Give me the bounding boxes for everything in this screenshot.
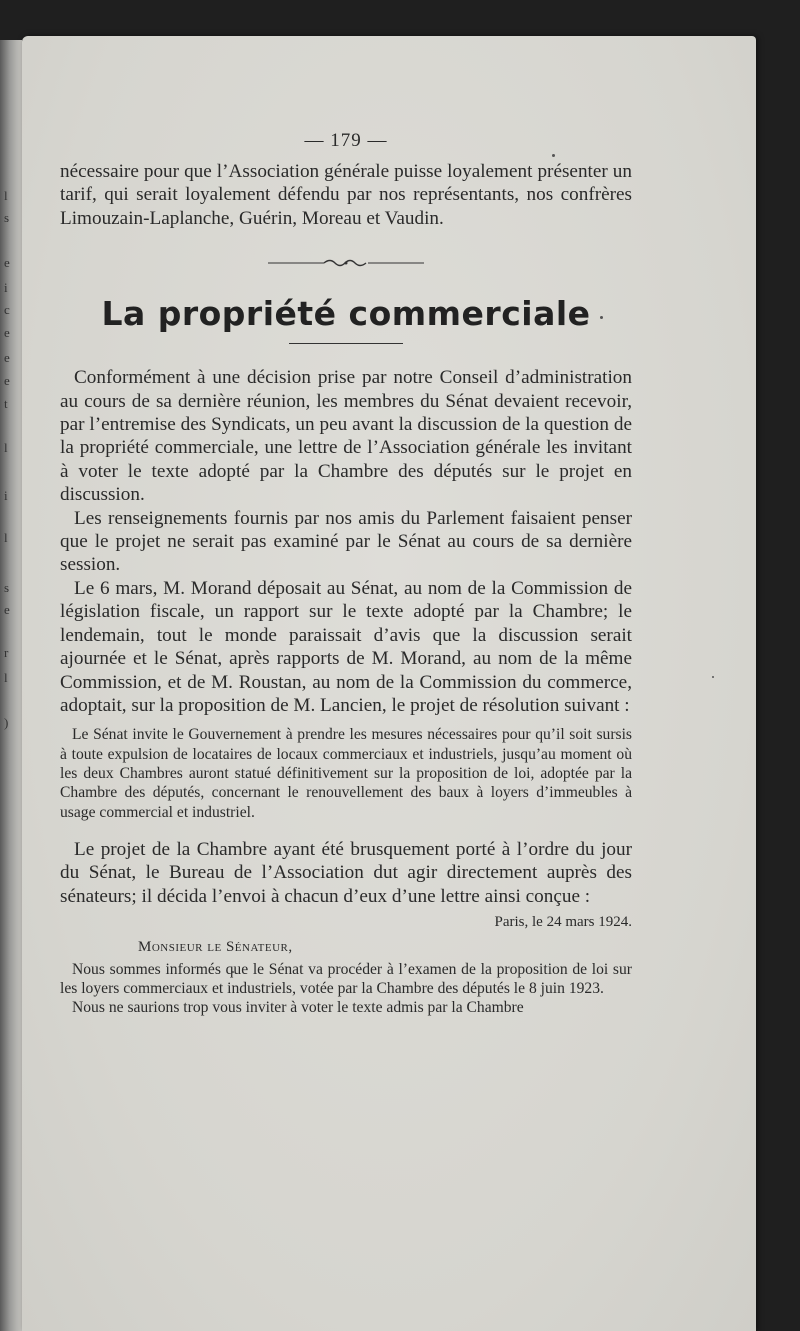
letter-body: [60, 960, 632, 1017]
resolution-quote: [60, 725, 632, 821]
body-paragraph: Le projet de la Chambre ayant été brusquement porté à l’ordre du jour du Sénat, le Bureau de l’Association dut agir directement auprès des sénateurs; il décida l’envoi à chacun d’eux d’une lettre ainsi conçue :: [60, 838, 632, 907]
body-paragraph: Le 6 mars, M. Morand déposait au Sénat, au nom de la Commission de législation fiscale, un rapport sur le texte adopté par la Chambre; le lendemain, tout le monde paraissait d’avis que la discussion serait ajournée et le Sénat, après rapports de M. Morand, au nom de la même Commission, et de M. Roustan, au nom de la Commission du commerce, adoptait, sur la proposition de M. Lancien, le projet de résolution suivant :: [60, 577, 632, 716]
previous-page-edge: [0, 40, 22, 1331]
margin-mark: l: [4, 530, 8, 545]
letter-paragraph: Nous sommes informés que le Sénat va procéder à l’examen de la proposition de loi sur les loyers commerciaux et industriels, votée par la Chambre des députés le 8 juin 1923.: [60, 961, 632, 998]
margin-mark: i: [4, 280, 8, 295]
margin-mark: ): [4, 715, 9, 730]
article-title: La propriété commerciale: [101, 294, 591, 334]
margin-mark: t: [4, 396, 8, 411]
margin-mark: e: [4, 325, 10, 340]
intro-paragraph: nécessaire pour que l’Association générale puisse loyalement présenter un tarif, qui serait loyalement défendu par nos représentants, nos confrères Limouzain-Laplanche, Guérin, Moreau et Vaudin.: [60, 161, 632, 229]
letter-salutation: Monsieur le Sénateur,: [138, 939, 293, 956]
title-underline: [289, 343, 403, 344]
paper-speck: [712, 676, 714, 678]
margin-mark: s: [4, 210, 10, 225]
margin-mark: l: [4, 440, 8, 455]
margin-mark: s: [4, 580, 10, 595]
letter-paragraph: Nous ne saurions trop vous inviter à voter le texte admis par la Chambre: [72, 999, 524, 1017]
ornament-divider: [266, 256, 426, 270]
margin-mark: l: [4, 188, 8, 203]
resolution-text: Le Sénat invite le Gouvernement à prendre les mesures nécessaires pour qu’il soit sursis à toute expulsion de locataires de locaux commerciaux et industriels, jusqu’au moment où les deux Chambres auront statué définitivement sur la proposition de loi, adoptée par la Chambre des députés, concernant le renouvellement des baux à loyers d’immeubles à usage commercial et industriel.: [60, 726, 632, 821]
page-number: — 179 —: [304, 130, 388, 151]
page-content: [60, 130, 632, 1017]
margin-mark: r: [4, 645, 9, 660]
body-paragraph: Conformément à une décision prise par notre Conseil d’administration au cours de sa dernière réunion, les membres du Sénat devaient recevoir, par l’entremise des Syndicats, un peu avant la discussion de la question de la propriété commerciale, une lettre de l’Association générale les invitant à voter le texte adopté par la Chambre des députés sur le projet en discussion.: [60, 367, 632, 506]
margin-mark: c: [4, 302, 10, 317]
margin-mark: e: [4, 350, 10, 365]
letter-date: Paris, le 24 mars 1924.: [494, 914, 632, 931]
margin-mark: e: [4, 373, 10, 388]
margin-mark: i: [4, 488, 8, 503]
margin-mark: e: [4, 602, 10, 617]
margin-mark: e: [4, 255, 10, 270]
margin-mark: l: [4, 670, 8, 685]
body-paragraph: Les renseignements fournis par nos amis du Parlement faisaient penser que le projet ne serait pas examiné par le Sénat au cours de sa dernière session.: [60, 507, 632, 576]
